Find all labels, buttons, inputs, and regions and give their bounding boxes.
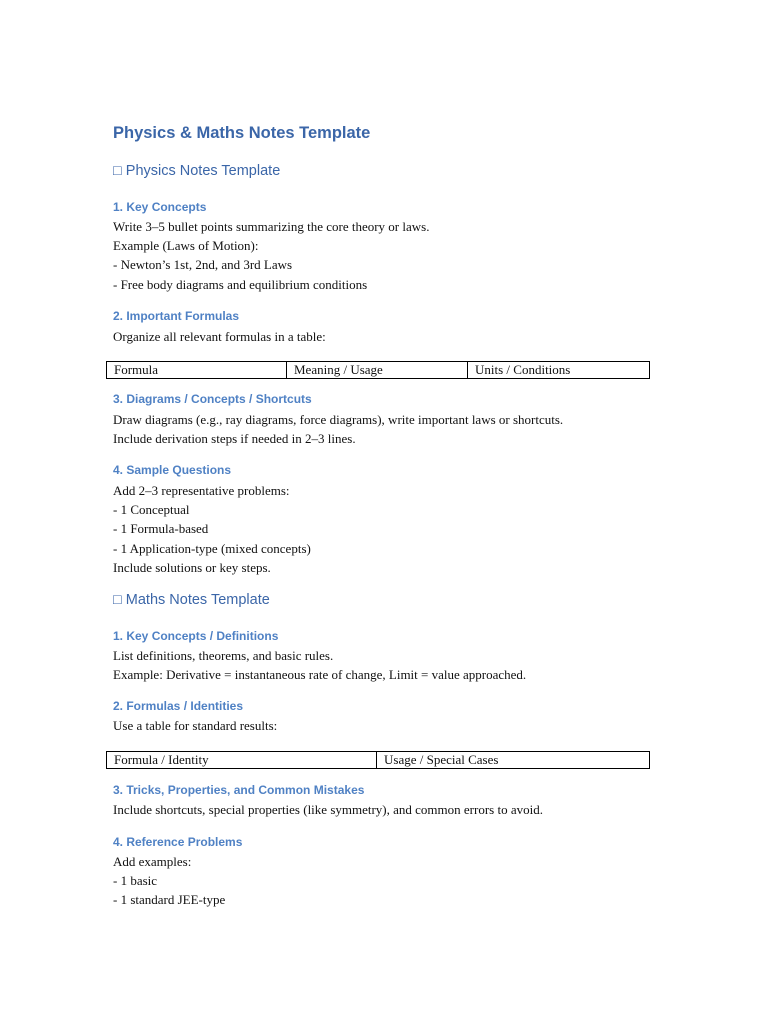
paragraph-line: Add examples: xyxy=(113,854,192,869)
maths-formula-table xyxy=(106,751,650,769)
physics-section-4-body xyxy=(113,481,311,577)
paragraph-line: - 1 Conceptual xyxy=(113,502,190,518)
paragraph-line: - 1 Formula-based xyxy=(113,521,209,537)
table-header-row xyxy=(107,752,650,769)
paragraph-line: Include shortcuts, special properties (like symmetry), and common errors to avoid. xyxy=(113,802,543,817)
physics-section-2-heading: 2. Important Formulas xyxy=(113,309,240,323)
maths-section-1-body xyxy=(113,646,526,684)
physics-section-2-body xyxy=(113,327,326,346)
paragraph-line: - 1 Application-type (mixed concepts) xyxy=(113,540,311,556)
physics-section-1-heading: 1. Key Concepts xyxy=(113,200,207,214)
maths-section-3-heading: 3. Tricks, Properties, and Common Mistakes xyxy=(113,783,365,797)
physics-formula-table xyxy=(106,361,650,379)
physics-section-3-heading: 3. Diagrams / Concepts / Shortcuts xyxy=(113,392,312,406)
maths-section-4-heading: 4. Reference Problems xyxy=(113,835,243,849)
paragraph-line: Write 3–5 bullet points summarizing the core theory or laws. xyxy=(113,219,430,234)
table-header-row xyxy=(107,362,650,379)
maths-section-2-body xyxy=(113,716,277,735)
table-header-cell: Formula / Identity xyxy=(107,752,377,769)
paragraph-line: Example: Derivative = instantaneous rate of change, Limit = value approached. xyxy=(113,667,527,683)
maths-section-2-heading: 2. Formulas / Identities xyxy=(113,699,244,713)
paragraph-line: Use a table for standard results: xyxy=(113,718,278,733)
physics-section-3-body xyxy=(113,410,563,448)
paragraph-line: - 1 standard JEE-type xyxy=(113,892,226,908)
paragraph-line: Organize all relevant formulas in a table: xyxy=(113,329,326,344)
physics-section-1-body xyxy=(113,217,429,294)
paragraph-line: List definitions, theorems, and basic rules. xyxy=(113,648,334,663)
maths-section-1-heading: 1. Key Concepts / Definitions xyxy=(113,629,279,643)
physics-heading: □ Physics Notes Template xyxy=(113,163,281,179)
paragraph-line: Include solutions or key steps. xyxy=(113,559,271,575)
physics-section-4-heading: 4. Sample Questions xyxy=(113,463,232,477)
paragraph-line: Add 2–3 representative problems: xyxy=(113,483,290,498)
paragraph-line: Include derivation steps if needed in 2–3 lines. xyxy=(113,431,356,447)
paragraph-line: - Free body diagrams and equilibrium conditions xyxy=(113,276,368,292)
maths-heading: □ Maths Notes Template xyxy=(113,592,270,608)
maths-section-4-body xyxy=(113,852,225,910)
table-header-cell: Usage / Special Cases xyxy=(377,752,650,769)
page-title: Physics & Maths Notes Template xyxy=(113,124,371,142)
paragraph-line: - 1 basic xyxy=(113,873,158,889)
paragraph-line: Example (Laws of Motion): xyxy=(113,238,259,254)
paragraph-line: Draw diagrams (e.g., ray diagrams, force diagrams), write important laws or shortcuts. xyxy=(113,412,564,427)
table-header-cell: Meaning / Usage xyxy=(287,362,468,379)
maths-section-3-body xyxy=(113,800,543,819)
paragraph-line: - Newton’s 1st, 2nd, and 3rd Laws xyxy=(113,257,293,273)
table-header-cell: Formula xyxy=(107,362,287,379)
table-header-cell: Units / Conditions xyxy=(468,362,650,379)
